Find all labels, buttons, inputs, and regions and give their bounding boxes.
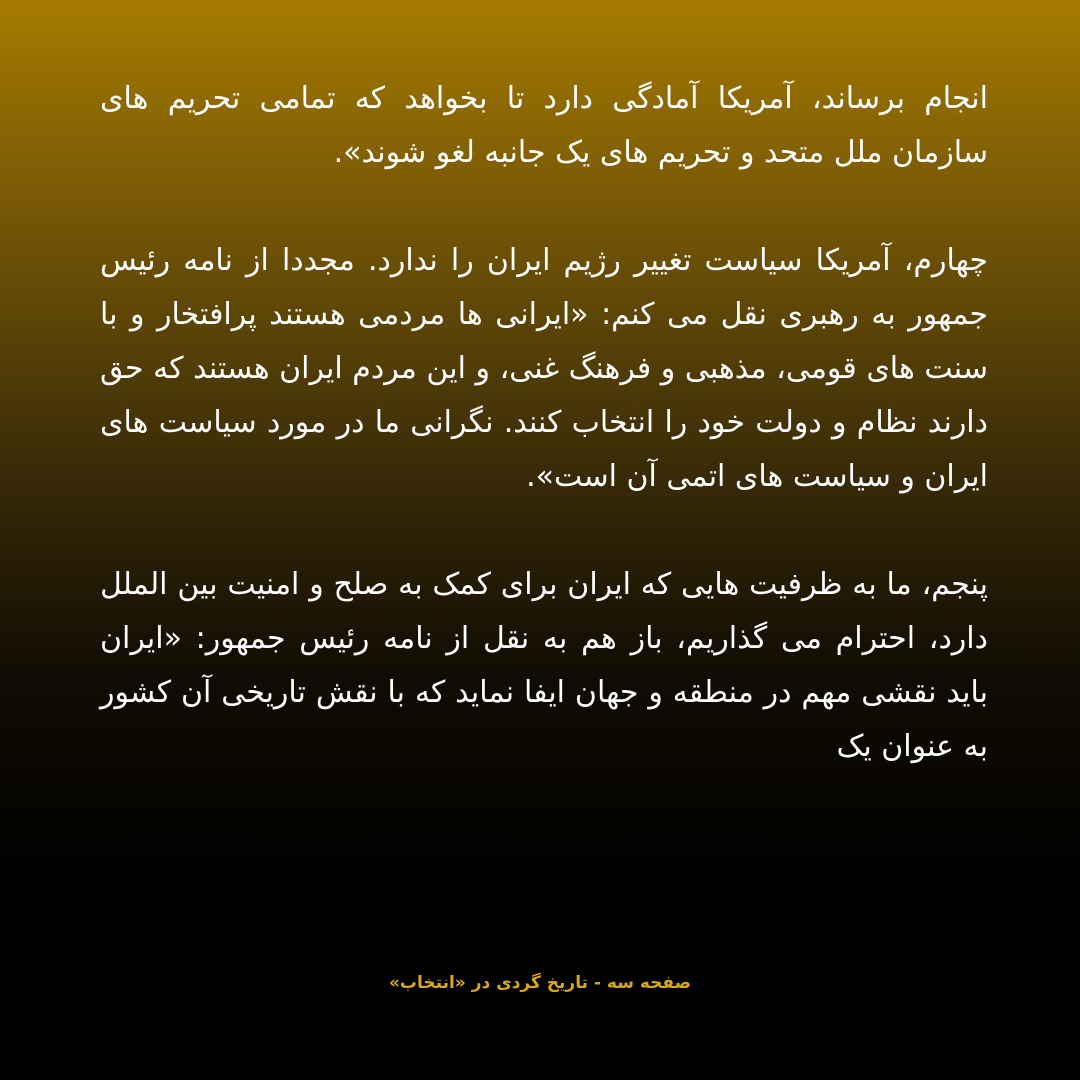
paragraph-3: پنجم، ما به ظرفیت هایی که ایران برای کمک به صلح و امنیت بین الملل دارد، احترام می گذاریم، باز هم به نقل از نامه رئیس جمهور: «ایران باید نقشی مهم در منطقه و جهان ایفا نماید که با نقش تاریخی آن کشور به عنوان یک <box>100 567 988 764</box>
article-body <box>100 72 988 774</box>
paragraph-2: چهارم، آمریکا سیاست تغییر رژیم ایران را ندارد. مجددا از نامه رئیس جمهور به رهبری نقل می کنم: «ایرانی ها مردمی هستند پرافتخار و با سنت های قومی، مذهبی و فرهنگ غنی، و این مردم ایران هستند که حق دارند نظام و دولت خود را انتخاب کنند. نگرانی ما در مورد سیاست های ایران و سیاست های اتمی آن است». <box>100 243 988 494</box>
page-footer: صفحه سه - تاریخ گردی در «انتخاب» <box>388 973 692 993</box>
paragraph-1: انجام برساند، آمریکا آمادگی دارد تا بخواهد که تمامی تحریم های سازمان ملل متحد و تحریم های یک جانبه لغو شوند». <box>100 81 988 170</box>
